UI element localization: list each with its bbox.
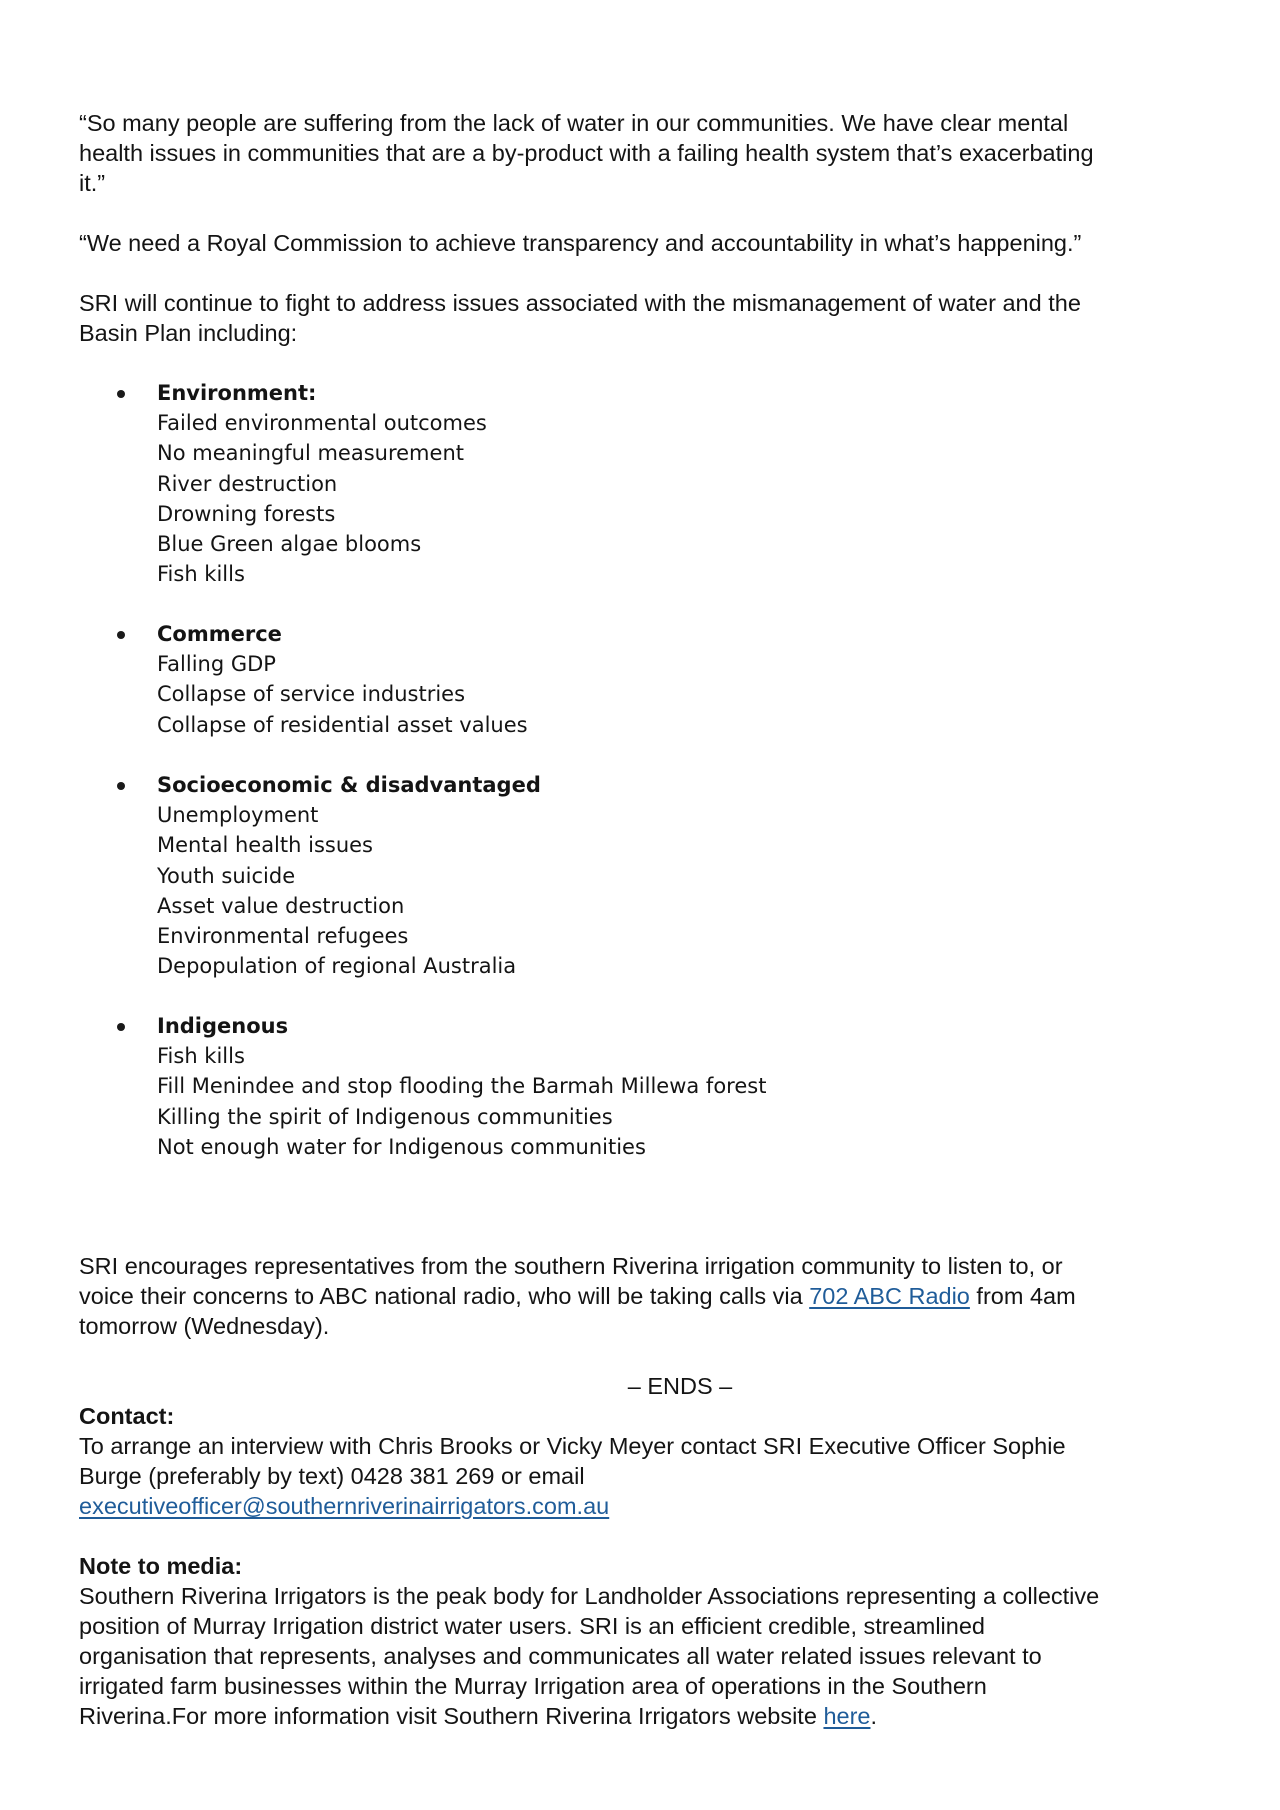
text-line <box>79 1491 1219 1521</box>
text-fragment: from 4am <box>969 1283 1076 1309</box>
text-line <box>79 1701 1219 1731</box>
issue-list-indigenous <box>113 1011 1013 1162</box>
text-line: To arrange an interview with Chris Brooks or Vicky Meyer contact SRI Executive Officer Sophie <box>79 1433 1066 1459</box>
intro-paragraph <box>79 288 1219 348</box>
email-link[interactable]: executiveofficer@southernriverinairrigators.com.au <box>79 1493 610 1519</box>
contact-section <box>79 1401 1219 1521</box>
issue-item: Collapse of service industries <box>157 682 466 707</box>
bullet-item <box>113 378 1013 589</box>
issue-item: Environmental refugees <box>157 924 409 949</box>
abc-radio-link[interactable]: 702 ABC Radio <box>809 1283 970 1309</box>
note-heading: Note to media: <box>79 1553 243 1579</box>
issue-item: Asset value destruction <box>157 893 405 918</box>
issue-heading: Commerce <box>157 622 282 646</box>
text-fragment: Riverina.For more information visit Southern Riverina Irrigators website <box>79 1703 824 1729</box>
note-to-media-section <box>79 1551 1219 1731</box>
issue-item: Unemployment <box>157 803 319 828</box>
issue-item: Not enough water for Indigenous communities <box>157 1134 646 1159</box>
text-line <box>79 1281 1219 1311</box>
issue-item: Collapse of residential asset values <box>157 712 528 737</box>
website-here-link[interactable]: here <box>823 1703 871 1729</box>
text-line: SRI encourages representatives from the southern Riverina irrigation community to listen to, or <box>79 1253 1063 1279</box>
issue-item: Fish kills <box>157 562 245 587</box>
issue-heading: Environment: <box>157 381 317 405</box>
bullet-icon <box>117 782 125 790</box>
issue-item: Blue Green algae blooms <box>157 532 422 557</box>
text-line: “So many people are suffering from the lack of water in our communities. We have clear mental <box>79 110 1069 136</box>
issue-item: Falling GDP <box>157 652 276 677</box>
issue-item: Drowning forests <box>157 501 336 526</box>
text-line: it.” <box>79 170 106 196</box>
text-line: organisation that represents, analyses and communicates all water related issues relevant to <box>79 1643 1042 1669</box>
issue-item: Mental health issues <box>157 833 373 858</box>
text-line: Southern Riverina Irrigators is the peak body for Landholder Associations representing a collective <box>79 1583 1100 1609</box>
issue-item: Youth suicide <box>157 863 296 888</box>
quote-paragraph-mental-health <box>79 108 1219 198</box>
text-line: tomorrow (Wednesday). <box>79 1313 330 1339</box>
encourage-paragraph <box>79 1251 1219 1341</box>
bullet-icon <box>117 1023 125 1031</box>
text-line: “We need a Royal Commission to achieve transparency and accountability in what’s happening.” <box>79 230 1082 256</box>
text-line: health issues in communities that are a by-product with a failing health system that’s exacerbating <box>79 140 1094 166</box>
issue-list-socioeconomic <box>113 770 1013 981</box>
text-line: irrigated farm businesses within the Murray Irrigation area of operations in the Southern <box>79 1673 987 1699</box>
bullet-item <box>113 770 1013 981</box>
issue-list-environment <box>113 378 1013 589</box>
issue-item: Depopulation of regional Australia <box>157 954 517 979</box>
text-fragment: voice their concerns to ABC national radio, who will be taking calls via <box>79 1283 810 1309</box>
bullet-icon <box>117 631 125 639</box>
issue-item: Fill Menindee and stop flooding the Barmah Millewa forest <box>157 1074 767 1099</box>
bullet-icon <box>117 390 125 398</box>
text-line: Basin Plan including: <box>79 320 298 346</box>
issue-item: Fish kills <box>157 1044 245 1069</box>
text-fragment: . <box>870 1703 878 1729</box>
issue-item: River destruction <box>157 471 338 496</box>
issue-item: Killing the spirit of Indigenous communities <box>157 1104 613 1129</box>
issue-item: Failed environmental outcomes <box>157 411 487 436</box>
text-line: position of Murray Irrigation district water users. SRI is an efficient credible, streamlined <box>79 1613 985 1639</box>
issue-heading: Indigenous <box>157 1014 289 1038</box>
quote-paragraph-royal-commission <box>79 228 1219 258</box>
bullet-item <box>113 619 1013 740</box>
contact-heading: Contact: <box>79 1403 175 1429</box>
text-line: Burge (preferably by text) 0428 381 269 or email <box>79 1463 585 1489</box>
issue-list-commerce <box>113 619 1013 740</box>
ends-marker: – ENDS – <box>627 1373 733 1399</box>
issue-item: No meaningful measurement <box>157 441 464 466</box>
text-line: SRI will continue to fight to address issues associated with the mismanagement of water and the <box>79 290 1081 316</box>
issue-heading: Socioeconomic & disadvantaged <box>157 773 541 797</box>
bullet-item <box>113 1011 1013 1162</box>
